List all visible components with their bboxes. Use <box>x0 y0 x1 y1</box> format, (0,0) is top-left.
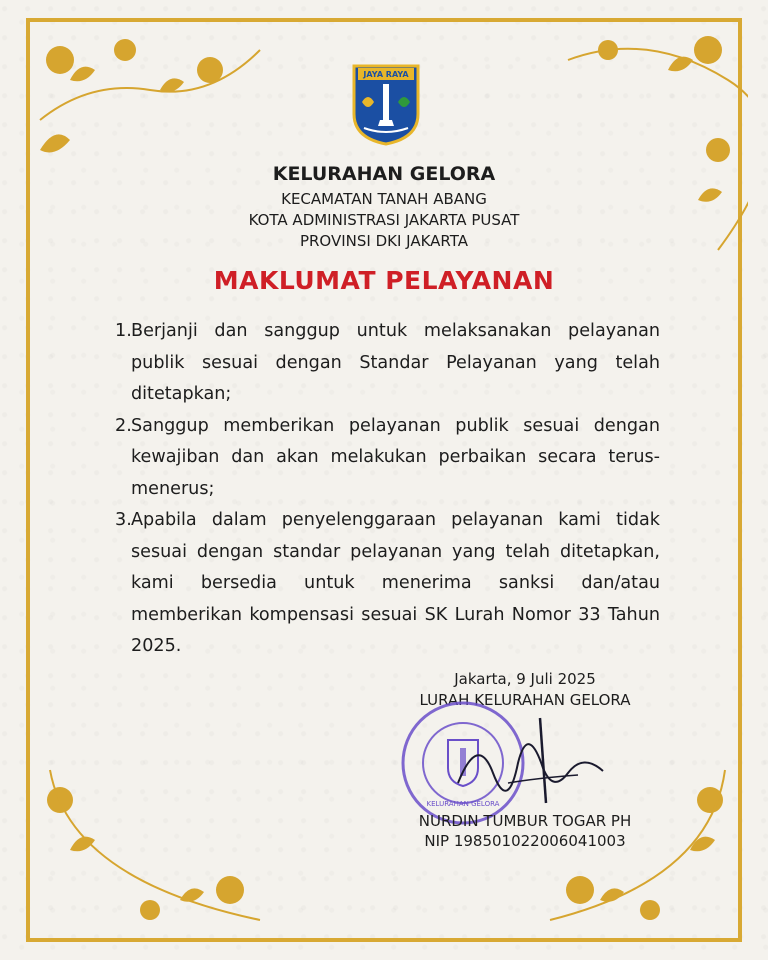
list-item-text: Sanggup memberikan pelayanan publik sesuai dengan kewajiban dan akan melakukan perbaikan secara terus-menerus; <box>131 415 660 499</box>
list-item <box>115 505 660 663</box>
list-item-number: 2. <box>115 415 132 436</box>
signatory-position: LURAH KELURAHAN GELORA <box>419 691 631 709</box>
handwritten-signature-icon <box>448 713 608 813</box>
commitment-list <box>115 316 660 663</box>
list-item-number: 1. <box>115 321 132 341</box>
top-left-floral-ornament-icon <box>30 20 270 160</box>
jakarta-coat-of-arms-logo <box>350 62 422 146</box>
svg-text:KELURAHAN GELORA: KELURAHAN GELORA <box>426 800 500 808</box>
list-item <box>115 316 660 411</box>
province-name: PROVINSI DKI JAKARTA <box>299 232 469 250</box>
place-date: Jakarta, 9 Juli 2025 <box>454 670 596 688</box>
list-item-number: 3. <box>115 510 132 530</box>
document-title: MAKLUMAT PELAYANAN <box>213 266 555 295</box>
list-item <box>115 411 660 506</box>
city-name: KOTA ADMINISTRASI JAKARTA PUSAT <box>248 211 520 229</box>
list-item-text: Berjanji dan sanggup untuk melaksanakan pelayanan publik sesuai dengan Standar Pelayanan yang telah ditetapkan; <box>131 321 660 404</box>
office-name: KELURAHAN GELORA <box>272 163 496 185</box>
signatory-name: NURDIN TUMBUR TOGAR PH <box>418 812 632 830</box>
logo-motto: JAYA RAYA <box>363 70 409 79</box>
list-item-text: Apabila dalam penyelenggaraan pelayanan kami tidak sesuai dengan standar pelayanan yang telah ditetapkan, kami bersedia untuk menerima sanksi dan/atau memberikan kompensasi sesuai SK Lurah Nomor 33 Tahun 2025. <box>131 510 660 656</box>
bottom-left-floral-ornament-icon <box>30 760 270 940</box>
subdistrict-name: KECAMATAN TANAH ABANG <box>281 190 487 208</box>
signatory-nip: NIP 198501022006041003 <box>424 832 626 850</box>
